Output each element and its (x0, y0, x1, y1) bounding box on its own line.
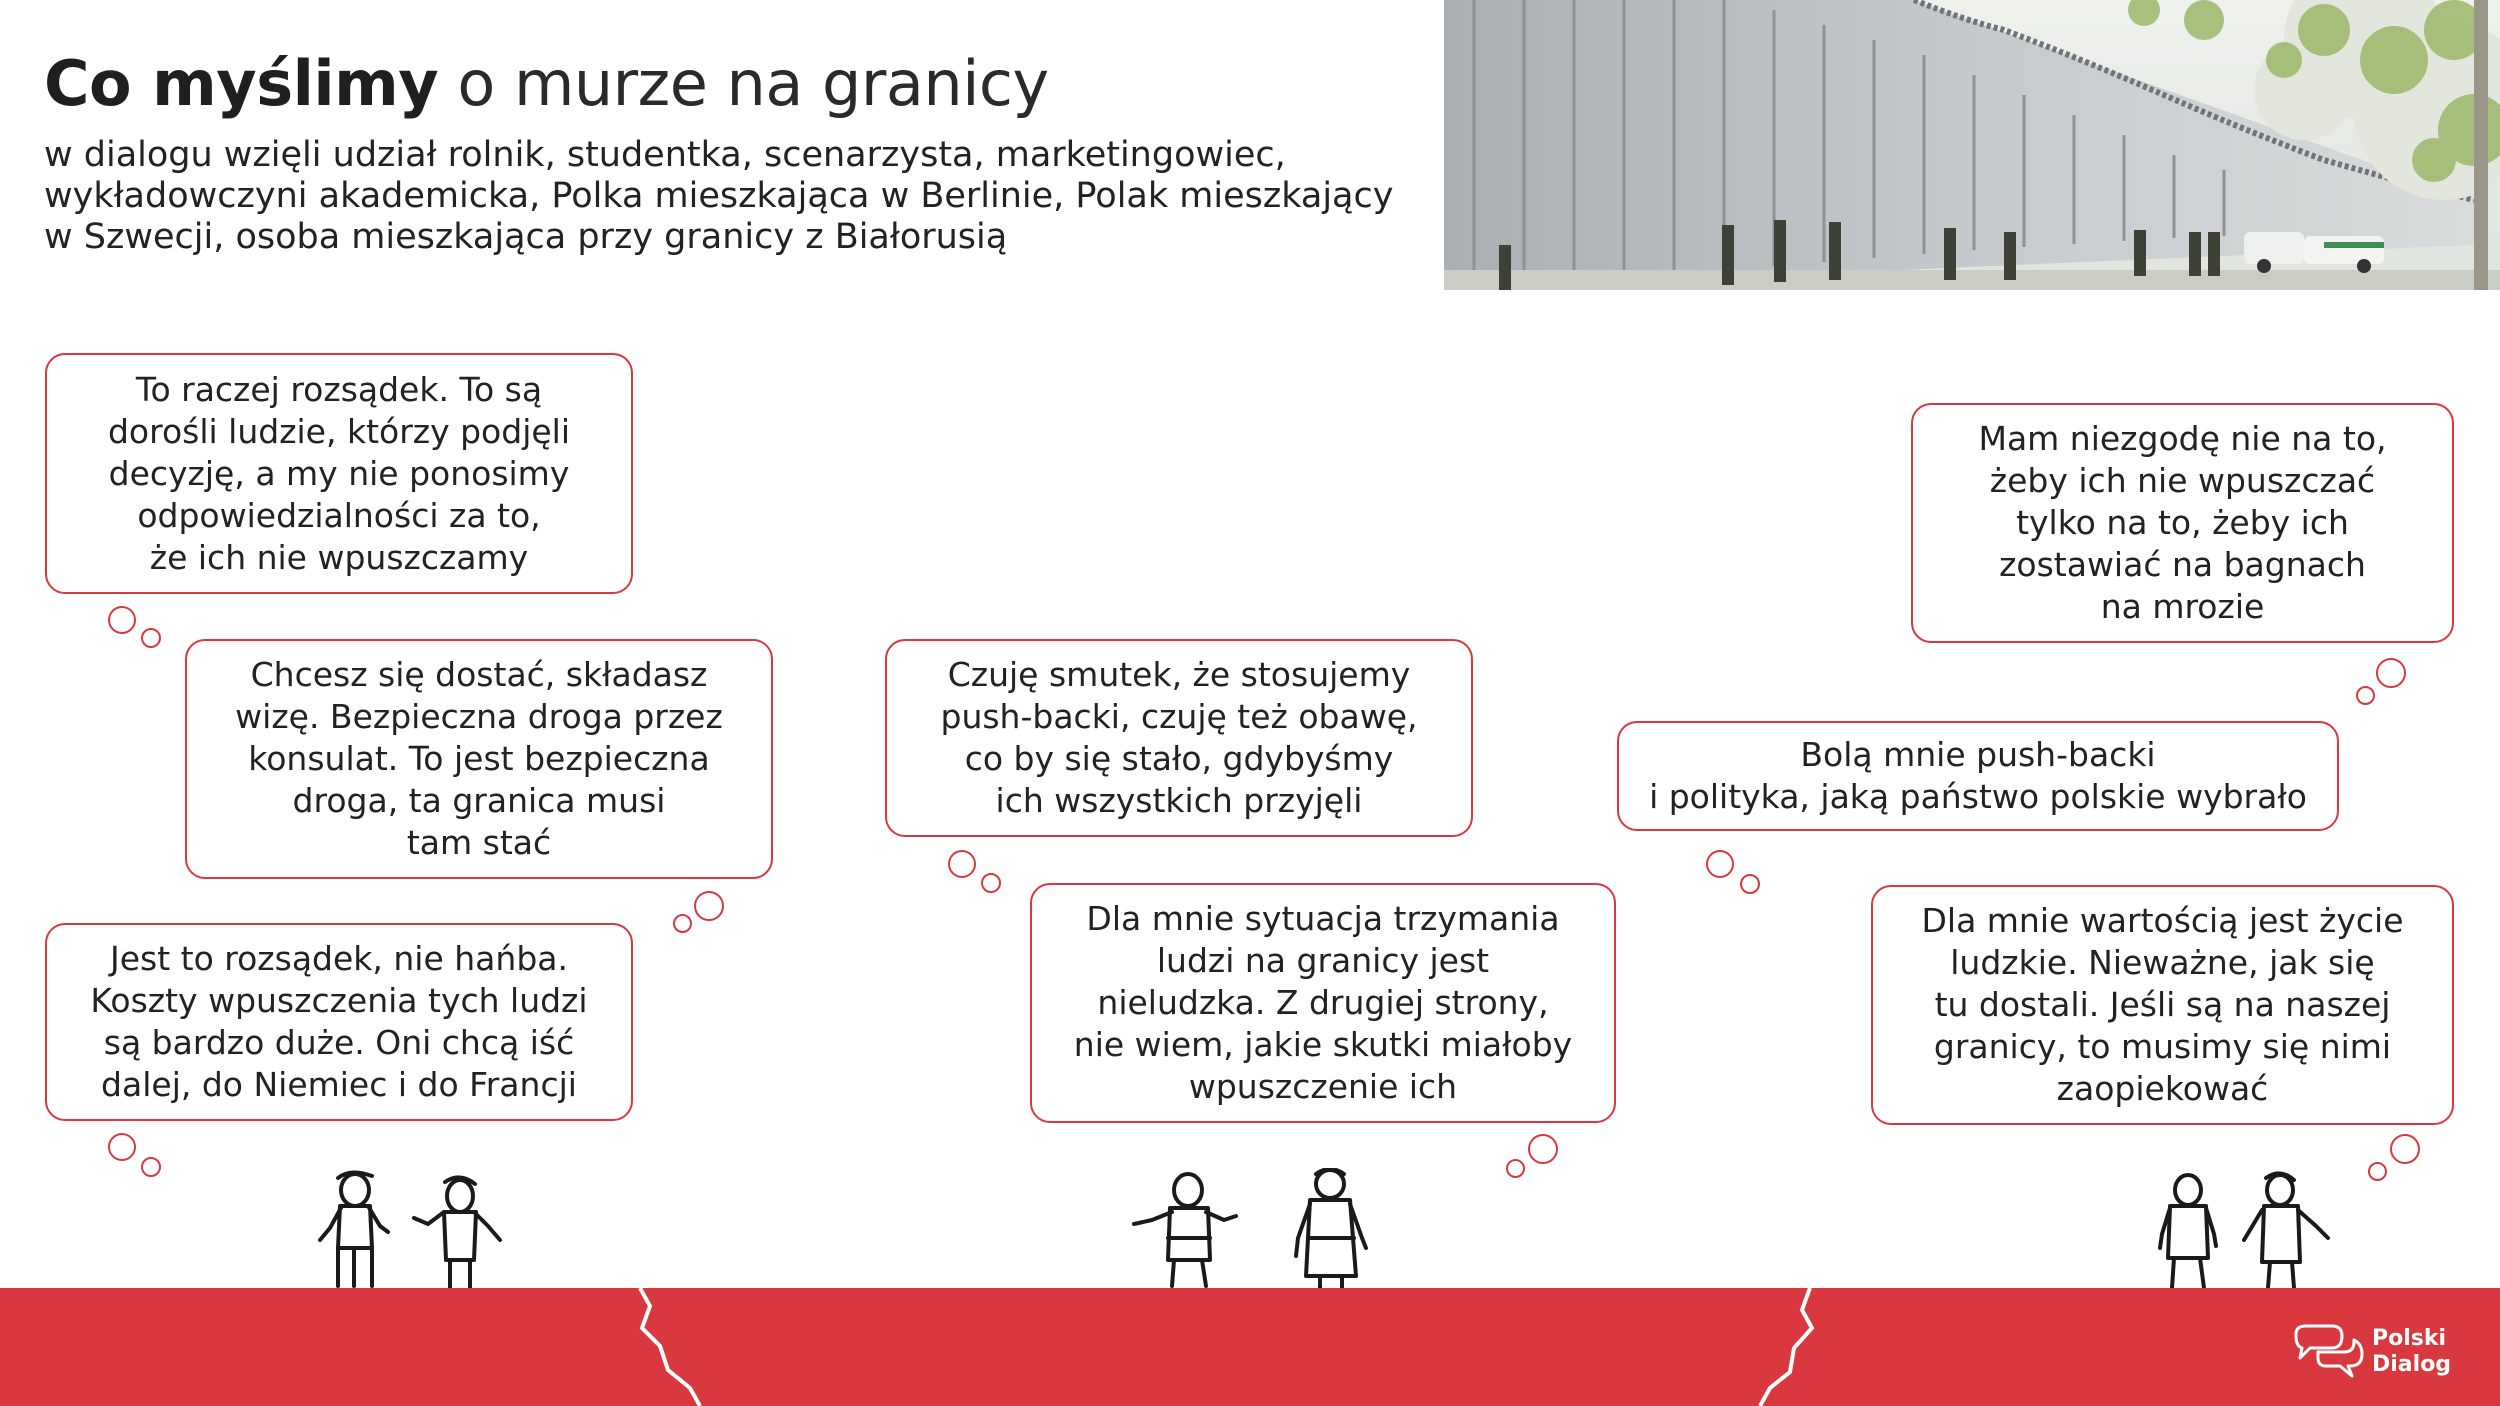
opinion-text: Bolą mnie push-backi i polityka, jaką państwo polskie wybrało (1649, 735, 2307, 816)
title-bold: Co myślimy (44, 47, 439, 120)
logo-line-2: Dialog (2372, 1352, 2452, 1377)
opinion-bubble-3 (45, 923, 633, 1121)
opinion-text: Dla mnie wartością jest życie ludzkie. Nieważne, jak się tu dostali. Jeśli są na naszej granicy, to musimy się nimi zaopiekować (1921, 901, 2404, 1108)
bubble-tail-dot (2368, 1162, 2387, 1181)
bubble-tail-dot (2376, 658, 2406, 688)
bubble-tail-dot (694, 891, 724, 921)
opinion-text: Mam niezgodę nie na to, żeby ich nie wpuszczać tylko na to, żeby ich zostawiać na bagnach na mrozie (1978, 419, 2387, 626)
opinion-text: Jest to rozsądek, nie hańba. Koszty wpuszczenia tych ludzi są bardzo duże. Oni chcą iść dalej, do Niemiec i do Francji (90, 939, 588, 1104)
opinion-bubble-7 (1617, 721, 2339, 831)
opinion-text: Chcesz się dostać, składasz wizę. Bezpieczna droga przez konsulat. To jest bezpieczna droga, ta granica musi tam stać (235, 655, 723, 862)
opinion-bubble-1 (45, 353, 633, 594)
opinion-text: To raczej rozsądek. To są dorośli ludzie, którzy podjęli decyzję, a my nie ponosimy odpowiedzialności za to, że ich nie wpuszczamy (107, 369, 571, 577)
logo-text (2372, 1326, 2451, 1378)
opinion-text: Dla mnie sytuacja trzymania ludzi na granicy jest nieludzka. Z drugiej strony, nie wiem, jakie skutki miałoby wpuszczenie ich (1073, 899, 1573, 1106)
page-title (44, 44, 1049, 124)
opinion-bubble-5 (1030, 883, 1616, 1123)
bubble-tail-dot (948, 850, 976, 878)
bubble-tail-dot (1528, 1134, 1558, 1164)
bubble-tail-dot (1740, 874, 1760, 894)
bubble-tail-dot (981, 873, 1001, 893)
people-illustration-left (310, 1168, 520, 1293)
bubble-tail-dot (141, 628, 161, 648)
opinion-text: Czuję smutek, że stosujemy push-backi, czuję też obawę, co by się stało, gdybyśmy ich wszystkich przyjęli (940, 655, 1418, 820)
title-rest: o murze na granicy (457, 47, 1049, 120)
subtitle: w dialogu wzięli udział rolnik, studentka, scenarzysta, marketingowiec, wykładowczyni akademicka, Polka mieszkająca w Berlinie, Polak mieszkający w Szwecji, osoba mieszkająca przy granicy z Białorusią (44, 135, 1394, 257)
opinion-bubble-8 (1871, 885, 2454, 1125)
bubble-tail-dot (141, 1157, 161, 1177)
opinion-bubble-6 (1911, 403, 2454, 643)
border-wall-photo (1444, 0, 2500, 290)
people-illustration-middle (1130, 1168, 1380, 1293)
logo-line-1: Polski (2372, 1326, 2447, 1351)
bubble-tail-dot (1506, 1159, 1525, 1178)
people-illustration-right (2140, 1168, 2350, 1293)
bubble-tail-dot (2356, 686, 2375, 705)
bubble-tail-dot (1706, 850, 1734, 878)
bubble-tail-dot (108, 606, 136, 634)
opinion-bubble-2 (185, 639, 773, 879)
bubble-tail-dot (673, 914, 692, 933)
bubble-tail-dot (2390, 1134, 2420, 1164)
opinion-bubble-4 (885, 639, 1473, 837)
bubble-tail-dot (108, 1133, 136, 1161)
red-ground-band (0, 1288, 2500, 1406)
